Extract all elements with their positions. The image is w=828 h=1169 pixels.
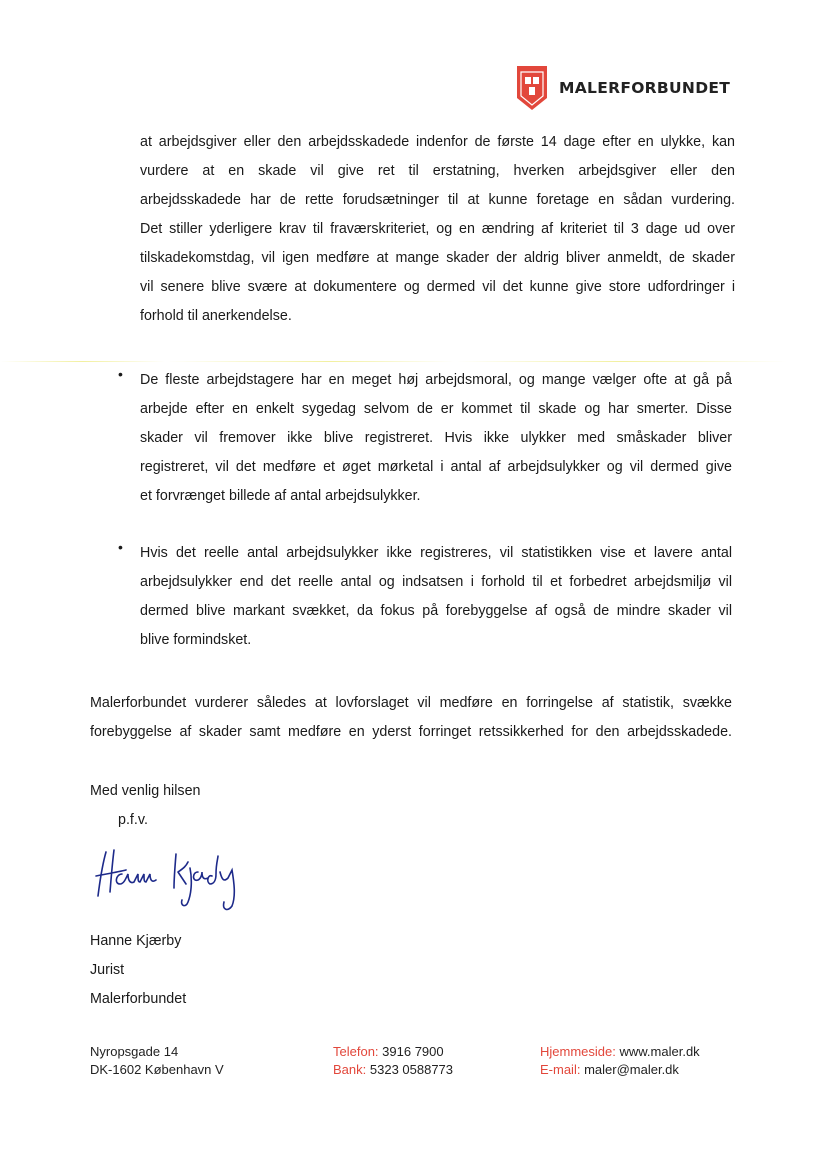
- text-line: skader vil fremover ikke blive registreret. Hvis ikke ulykker med småskader bliver: [140, 430, 732, 446]
- phone-value: 3916 7900: [382, 1044, 444, 1059]
- web-label: Hjemmeside:: [540, 1044, 616, 1059]
- handwritten-signature: [92, 842, 252, 922]
- bullet-marker: •: [118, 366, 123, 382]
- malerforbundet-logo: [515, 64, 730, 112]
- text-line: vil senere blive svære at dokumentere og dermed vil det kunne give store udfordringer i: [140, 279, 735, 295]
- bullet-arbejdsmoral: [140, 366, 732, 511]
- signer-name: Hanne Kjærby: [90, 933, 182, 949]
- shield-icon: [515, 64, 549, 112]
- address-city: DK-1602 København V: [90, 1062, 224, 1077]
- text-line: dermed blive markant svækket, da fokus på forebyggelse af også de mindre skader vil: [140, 603, 732, 619]
- text-line: vurdere at en skade vil give ret til erstatning, hverken arbejdsgiver eller den: [140, 163, 735, 179]
- text-line: arbejdsulykker end det reelle antal og indsatsen i forhold til et forbedret arbejdsmiljø vil: [140, 574, 732, 590]
- bank-label: Bank:: [333, 1062, 367, 1077]
- greeting: Med venlig hilsen: [90, 783, 201, 799]
- footer-address: [90, 1043, 224, 1079]
- text-line: Malerforbundet vurderer således at lovforslaget vil medføre en forringelse af statistik, svække: [90, 695, 732, 711]
- bank-value: 5323 0588773: [369, 1062, 454, 1077]
- footer-web: [540, 1043, 700, 1079]
- bullet-marker: •: [118, 539, 123, 555]
- text-line: tilskadekomstdag, vil igen medføre at mange skader der aldrig bliver anmeldt, de skader: [140, 250, 735, 266]
- text-line: arbejdsskadede har de rette forudsætninger til at kunne foretage en sådan vurdering.: [140, 192, 735, 208]
- bullet-statistik: [140, 539, 732, 655]
- text-line: forebyggelse af skader samt medføre en yderst forringet retssikkerhed for den arbejdsskadede.: [90, 724, 732, 740]
- pfv: p.f.v.: [118, 812, 148, 828]
- logo-wordmark: MALERFORBUNDET: [559, 79, 731, 97]
- conclusion-paragraph: [90, 689, 732, 747]
- footer-contact: [333, 1043, 453, 1079]
- scan-artifact: [0, 361, 828, 362]
- address-street: Nyropsgade 14: [90, 1044, 179, 1059]
- paragraph-fravaer: [140, 128, 735, 331]
- text-line: Hvis det reelle antal arbejdsulykker ikke registreres, vil statistikken vise et lavere antal: [140, 545, 732, 561]
- signer-title: Jurist: [90, 962, 125, 978]
- text-line: De fleste arbejdstagere har en meget høj arbejdsmoral, og mange vælger ofte at gå på: [140, 372, 732, 388]
- text-line: forhold til anerkendelse.: [140, 308, 292, 324]
- signer-organization: Malerforbundet: [90, 991, 187, 1007]
- email-label: E-mail:: [540, 1062, 581, 1077]
- text-line: registreret, vil det medføre et øget mørketal i antal af arbejdsulykker og vil dermed give: [140, 459, 732, 475]
- web-value: www.maler.dk: [619, 1044, 700, 1059]
- text-line: at arbejdsgiver eller den arbejdsskadede indenfor de første 14 dage efter en ulykke, kan: [140, 134, 735, 150]
- email-value: maler@maler.dk: [584, 1062, 679, 1077]
- phone-label: Telefon:: [333, 1044, 379, 1059]
- text-line: Det stiller yderligere krav til fraværskriteriet, og en ændring af kriteriet til 3 dage ud over: [140, 221, 735, 237]
- text-line: et forvrænget billede af antal arbejdsulykker.: [140, 488, 421, 504]
- text-line: blive formindsket.: [140, 632, 252, 648]
- text-line: arbejde efter en enkelt sygedag selvom de er kommet til skade og har smerter. Disse: [140, 401, 732, 417]
